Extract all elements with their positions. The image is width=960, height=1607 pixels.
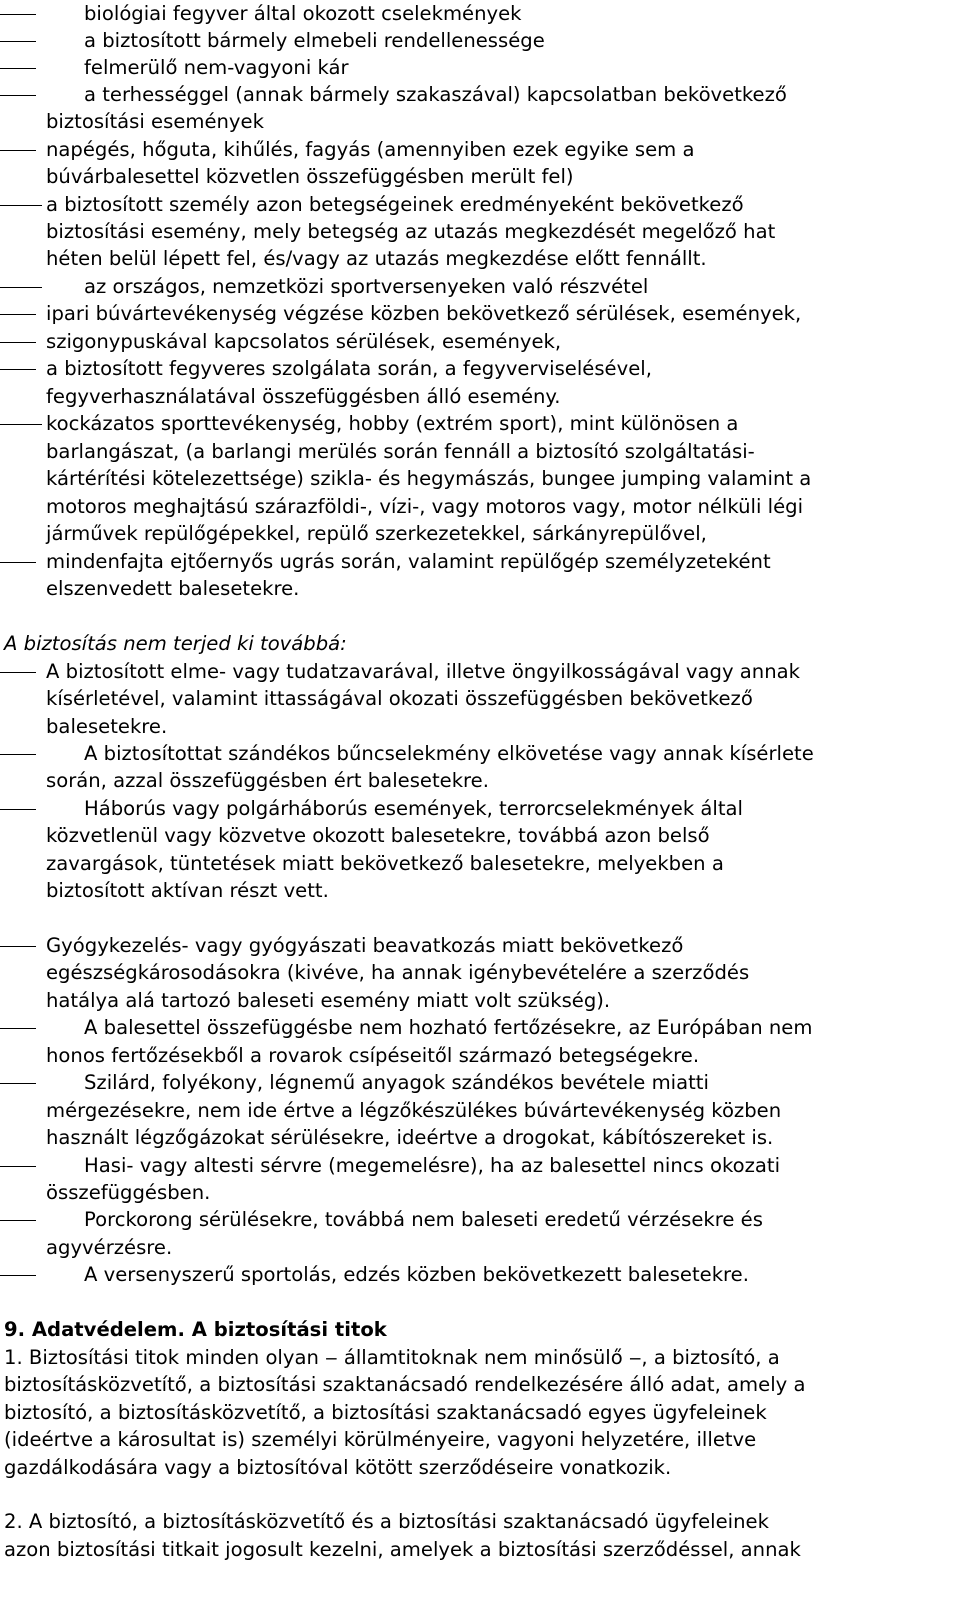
text-line xyxy=(0,218,960,245)
section-heading: 9. Adatvédelem. A biztosítási titok xyxy=(4,1318,387,1341)
text-line xyxy=(0,767,960,794)
line-text: zavargások, tüntetések miatt bekövetkező balesetekre, melyekben a xyxy=(46,852,724,875)
line-text: szigonypuskával kapcsolatos sérülések, események, xyxy=(46,330,562,353)
list-item-line xyxy=(0,191,960,218)
list-item-line xyxy=(0,273,960,300)
line-text: azon biztosítási titkait jogosult kezelni, amelyek a biztosítási szerződéssel, annak xyxy=(4,1538,801,1561)
text-line xyxy=(0,1399,960,1426)
text-line xyxy=(0,630,960,657)
list-item-line xyxy=(0,81,960,108)
list-dash-marker xyxy=(0,314,36,315)
line-text: fegyverhasználatával összefüggésben álló esemény. xyxy=(46,385,561,408)
line-text: A biztosítottat szándékos bűncselekmény elkövetése vagy annak kísérlete xyxy=(84,742,814,765)
list-item-line xyxy=(0,355,960,382)
line-text: járművek repülőgépekkel, repülő szerkezetekkel, sárkányrepülővel, xyxy=(46,522,707,545)
text-line xyxy=(0,822,960,849)
list-dash-marker xyxy=(0,150,36,151)
list-item-line xyxy=(0,1069,960,1096)
text-line xyxy=(0,1344,960,1371)
line-text: Szilárd, folyékony, légnemű anyagok szándékos bevétele miatti xyxy=(84,1071,709,1094)
line-text: gazdálkodására vagy a biztosítóval kötött szerződéseire vonatkozik. xyxy=(4,1456,672,1479)
line-text: közvetlenül vagy közvetve okozott balesetekre, továbbá azon belső xyxy=(46,824,710,847)
line-text: napégés, hőguta, kihűlés, fagyás (amennyiben ezek egyike sem a xyxy=(46,138,695,161)
list-dash-marker xyxy=(0,205,42,206)
line-text: mindenfajta ejtőernyős ugrás során, valamint repülőgép személyzeteként xyxy=(46,550,771,573)
list-item-line xyxy=(0,1261,960,1288)
text-line xyxy=(0,713,960,740)
line-text: biztosítási események xyxy=(46,110,264,133)
list-item-line xyxy=(0,548,960,575)
line-text: A biztosított elme- vagy tudatzavarával, illetve öngyilkosságával vagy annak xyxy=(46,660,800,683)
line-text: Háborús vagy polgárháborús események, terrorcselekmények által xyxy=(84,797,743,820)
line-text: biztosított aktívan részt vett. xyxy=(46,879,329,902)
list-dash-marker xyxy=(0,41,36,42)
line-text: balesetekre. xyxy=(46,715,168,738)
line-text: hatálya alá tartozó baleseti esemény miatt volt szükség). xyxy=(46,989,611,1012)
line-text: honos fertőzésekből a rovarok csípéseitől származó betegségekre. xyxy=(46,1044,700,1067)
text-line xyxy=(0,987,960,1014)
text-line xyxy=(0,877,960,904)
line-text: agyvérzésre. xyxy=(46,1236,173,1259)
text-line xyxy=(0,1179,960,1206)
list-dash-marker xyxy=(0,287,42,288)
line-text: búvárbalesettel közvetlen összefüggésben merült fel) xyxy=(46,165,574,188)
line-text: A balesettel összefüggésbe nem hozható fertőzésekre, az Európában nem xyxy=(84,1016,813,1039)
line-text: kártérítési kötelezettsége) szikla- és hegymászás, bungee jumping valamint a xyxy=(46,467,812,490)
line-text: során, azzal összefüggésben ért balesetekre. xyxy=(46,769,489,792)
list-dash-marker xyxy=(0,1166,36,1167)
line-text: Porckorong sérülésekre, továbbá nem baleseti eredetű vérzésekre és xyxy=(84,1208,763,1231)
line-text: kísérletével, valamint ittasságával okozati összefüggésben bekövetkező xyxy=(46,687,753,710)
line-text: ipari búvártevékenység végzése közben bekövetkező sérülések, események, xyxy=(46,302,802,325)
list-item-line xyxy=(0,27,960,54)
list-item-line xyxy=(0,54,960,81)
line-text: mérgezésekre, nem ide értve a légzőkészülékes búvártevékenység közben xyxy=(46,1099,782,1122)
line-text: a biztosított személy azon betegségeinek eredményeként bekövetkező xyxy=(46,193,744,216)
list-item-line xyxy=(0,932,960,959)
text-line xyxy=(0,1508,960,1535)
text-line xyxy=(0,1042,960,1069)
list-dash-marker xyxy=(0,1220,36,1221)
line-text: (ideértve a károsultat is) személyi körülményeire, vagyoni helyzetére, illetve xyxy=(4,1428,757,1451)
list-item-line xyxy=(0,658,960,685)
list-dash-marker xyxy=(0,68,36,69)
list-item-line xyxy=(0,740,960,767)
list-item-line xyxy=(0,795,960,822)
line-text: a terhességgel (annak bármely szakaszával) kapcsolatban bekövetkező xyxy=(84,83,787,106)
line-text: biztosító, a biztosításközvetítő, a biztosítási szaktanácsadó egyes ügyfeleinek xyxy=(4,1401,767,1424)
line-text: A versenyszerű sportolás, edzés közben bekövetkezett balesetekre. xyxy=(84,1263,749,1286)
line-text: biztosítási esemény, mely betegség az utazás megkezdését megelőző hat xyxy=(46,220,776,243)
line-text: biológiai fegyver által okozott cselekmények xyxy=(84,2,522,25)
text-line xyxy=(0,575,960,602)
text-line xyxy=(0,493,960,520)
line-text: Hasi- vagy altesti sérvre (megemelésre), ha az balesettel nincs okozati xyxy=(84,1154,781,1177)
line-text: motoros meghajtású szárazföldi-, vízi-, vagy motoros vagy, motor nélküli légi xyxy=(46,495,804,518)
list-item-line xyxy=(0,328,960,355)
line-text: felmerülő nem-vagyoni kár xyxy=(84,56,349,79)
line-text: használt légzőgázokat sérülésekre, ideértve a drogokat, kábítószereket is. xyxy=(46,1126,774,1149)
list-item-line xyxy=(0,0,960,27)
text-line xyxy=(0,1316,960,1343)
line-text: Gyógykezelés- vagy gyógyászati beavatkozás miatt bekövetkező xyxy=(46,934,684,957)
line-text: 2. A biztosító, a biztosításközvetítő és a biztosítási szaktanácsadó ügyfeleinek xyxy=(4,1510,769,1533)
text-line xyxy=(0,245,960,272)
text-line xyxy=(0,438,960,465)
list-dash-marker xyxy=(0,946,36,947)
line-text: barlangászat, (a barlangi merülés során fennáll a biztosító szolgáltatási- xyxy=(46,440,755,463)
list-dash-marker xyxy=(0,342,36,343)
line-text: a biztosított bármely elmebeli rendellenessége xyxy=(84,29,545,52)
list-dash-marker xyxy=(0,424,42,425)
list-dash-marker xyxy=(0,562,36,563)
list-dash-marker xyxy=(0,672,36,673)
line-text: biztosításközvetítő, a biztosítási szaktanácsadó rendelkezésére álló adat, amely a xyxy=(4,1373,806,1396)
line-text: az országos, nemzetközi sportversenyeken való részvétel xyxy=(84,275,649,298)
subheading: A biztosítás nem terjed ki továbbá: xyxy=(4,632,347,655)
list-item-line xyxy=(0,1014,960,1041)
line-text: kockázatos sporttevékenység, hobby (extrém sport), mint különösen a xyxy=(46,412,739,435)
list-dash-marker xyxy=(0,14,36,15)
list-item-line xyxy=(0,300,960,327)
text-line xyxy=(0,1234,960,1261)
line-text: 1. Biztosítási titok minden olyan ‒ államtitoknak nem minősülő ‒, a biztosító, a xyxy=(4,1346,780,1369)
text-line xyxy=(0,1097,960,1124)
text-line xyxy=(0,1124,960,1151)
text-line xyxy=(0,850,960,877)
text-line xyxy=(0,959,960,986)
list-dash-marker xyxy=(0,369,36,370)
text-line xyxy=(0,465,960,492)
line-text: összefüggésben. xyxy=(46,1181,211,1204)
text-line xyxy=(0,1426,960,1453)
list-item-line xyxy=(0,1152,960,1179)
list-item-line xyxy=(0,1206,960,1233)
list-dash-marker xyxy=(0,809,36,810)
text-line xyxy=(0,1371,960,1398)
list-dash-marker xyxy=(0,1028,36,1029)
list-dash-marker xyxy=(0,95,36,96)
text-line xyxy=(0,383,960,410)
text-line xyxy=(0,1454,960,1481)
list-dash-marker xyxy=(0,1083,36,1084)
list-dash-marker xyxy=(0,754,36,755)
list-dash-marker xyxy=(0,1275,36,1276)
line-text: héten belül lépett fel, és/vagy az utazás megkezdése előtt fennállt. xyxy=(46,247,707,270)
line-text: a biztosított fegyveres szolgálata során, a fegyverviselésével, xyxy=(46,357,652,380)
text-line xyxy=(0,163,960,190)
text-line xyxy=(0,520,960,547)
line-text: elszenvedett balesetekre. xyxy=(46,577,300,600)
list-item-line xyxy=(0,136,960,163)
line-text: egészségkárosodásokra (kivéve, ha annak igénybevételére a szerződés xyxy=(46,961,750,984)
text-line xyxy=(0,1536,960,1563)
list-item-line xyxy=(0,410,960,437)
text-line xyxy=(0,108,960,135)
text-line xyxy=(0,685,960,712)
